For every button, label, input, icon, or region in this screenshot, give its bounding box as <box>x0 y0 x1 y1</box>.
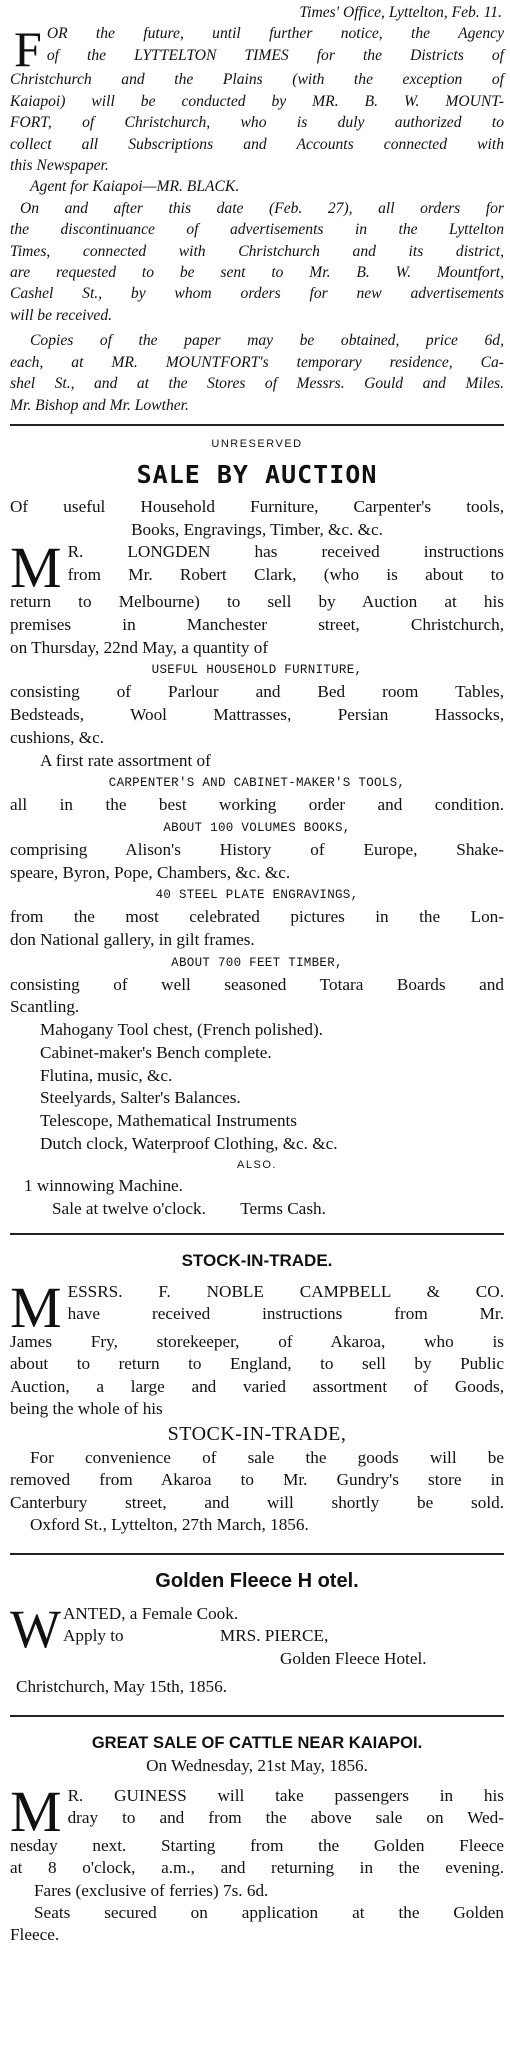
auction-intro-line: premises in Manchester street, Christchurch, <box>10 615 504 635</box>
heading-timber: ABOUT 700 FEET TIMBER, <box>171 955 343 970</box>
notice-para2-line: On and after this date (Feb. 27), all orders for <box>20 199 504 217</box>
engravings-line: from the most celebrated pictures in the Lon- <box>10 907 504 927</box>
fleece-body <box>10 1598 504 1699</box>
auction-pre-title: UNRESERVED <box>211 437 303 450</box>
auction-dropcap: M <box>10 535 62 601</box>
notice-line: of the LYTTELTON TIMES for the Districts of <box>46 46 504 64</box>
books-line: comprising Alison's History of Europe, Shake- <box>10 839 504 859</box>
cattle-line: nesday next. Starting from the Golden Fleece <box>10 1836 504 1856</box>
fleece-name: MRS. PIERCE, <box>219 1626 329 1646</box>
auction-item: Cabinet-maker's Bench complete. <box>40 1042 272 1062</box>
notice-para2-line: are requested to be sent to Mr. B. W. Mountfort, <box>10 264 504 282</box>
stock-in-trade-ad <box>10 1235 504 1553</box>
heading-engravings: 40 STEEL PLATE ENGRAVINGS, <box>155 888 359 903</box>
auction-item: Flutina, music, &c. <box>40 1065 173 1085</box>
stock-para2-line: For convenience of sale the goods will be <box>30 1447 504 1467</box>
auction-item: Mahogany Tool chest, (French polished). <box>40 1020 323 1040</box>
auction-intro <box>10 535 504 659</box>
auction-intro-line: return to Melbourne) to sell by Auction at his <box>10 592 504 612</box>
cattle-body <box>10 1779 504 1880</box>
stock-para2-line: Canterbury street, and will shortly be sold. <box>10 1492 504 1512</box>
fleece-date: Christchurch, May 15th, 1856. <box>16 1677 228 1697</box>
stock-caps: STOCK-IN-TRADE, <box>167 1422 347 1445</box>
auction-intro-line: on Thursday, 22nd May, a quantity of <box>10 637 269 657</box>
machine-line: 1 winnowing Machine. <box>24 1176 183 1196</box>
cattle-line: R. GUINESS will take passengers in his <box>67 1786 504 1806</box>
auction-intro-line: from Mr. Robert Clark, (who is about to <box>67 565 504 585</box>
heading-furniture: USEFUL HOUSEHOLD FURNITURE, <box>151 663 363 678</box>
agency-notice <box>10 0 504 424</box>
stock-line: Auction, a large and varied assortment of Goods, <box>10 1376 504 1396</box>
cattle-fares: Fares (exclusive of ferries) 7s. 6d. <box>34 1880 269 1900</box>
stock-intro <box>10 1274 504 1421</box>
tools-line: all in the best working order and condition. <box>10 795 504 815</box>
cattle-date: On Wednesday, 21st May, 1856. <box>146 1755 368 1775</box>
auction-item: Telescope, Mathematical Instruments <box>40 1110 297 1130</box>
notice-para2-line: the discontinuance of advertisements in the Lyttelton <box>10 221 504 239</box>
auction-item: Steelyards, Salter's Balances. <box>40 1088 241 1108</box>
auction-sub2: Books, Engravings, Timber, &c. &c. <box>131 519 383 539</box>
notice-body <box>10 23 504 176</box>
fleece-apply-line <box>10 1625 504 1648</box>
notice-line: OR the future, until further notice, the Agency <box>46 25 504 43</box>
furniture-line: consisting of Parlour and Bed room Tables, <box>10 682 504 702</box>
notice-para2-line: Times, connected with Christchurch and its district, <box>10 242 504 260</box>
books-line: speare, Byron, Pope, Chambers, &c. &c. <box>10 862 291 882</box>
stock-sign: Oxford St., Lyttelton, 27th March, 1856. <box>30 1515 309 1535</box>
auction-sub1: Of useful Household Furniture, Carpenter's tools, <box>10 496 504 516</box>
sale-terms-line <box>10 1198 504 1221</box>
cattle-seats-line: Seats secured on application at the Golden <box>34 1902 504 1922</box>
stock-title: STOCK-IN-TRADE. <box>181 1250 333 1270</box>
notice-line: FORT, of Christchurch, who is duly authorized to <box>10 114 504 132</box>
auction-intro-line: R. LONGDEN has received instructions <box>67 542 504 562</box>
fleece-apply: Apply to <box>62 1626 124 1646</box>
cattle-dropcap: M <box>10 1779 62 1845</box>
fleece-wanted: ANTED, a Female Cook. <box>62 1603 239 1623</box>
notice-line: this Newspaper. <box>10 157 109 175</box>
golden-fleece-ad <box>10 1555 504 1715</box>
engravings-line: don National gallery, in gilt frames. <box>10 930 255 950</box>
fleece-title: Golden Fleece H otel. <box>155 1569 359 1592</box>
notice-para3-line: shel St., and at the Stores of Messrs. Gould and Miles. <box>10 375 504 393</box>
cattle-line: dray to and from the above sale on Wed- <box>67 1808 504 1828</box>
stock-line: have received instructions from Mr. <box>67 1304 504 1324</box>
stock-line: being the whole of his <box>10 1399 163 1419</box>
stock-dropcap: M <box>10 1274 62 1340</box>
fleece-dropcap: W <box>10 1598 61 1659</box>
heading-tools: CARPENTER'S AND CABINET-MAKER'S TOOLS, <box>108 776 406 791</box>
notice-line: Kaiapoi) will be conducted by MR. B. W. MOUNT- <box>10 92 504 110</box>
heading-books: ABOUT 100 VOLUMES BOOKS, <box>163 820 351 835</box>
sale-time: Sale at twelve o'clock. <box>52 1199 206 1219</box>
auction-item: Dutch clock, Waterproof Clothing, &c. &c. <box>40 1133 338 1153</box>
notice-line: collect all Subscriptions and Accounts connected with <box>10 135 504 153</box>
sale-terms: Terms Cash. <box>240 1199 326 1219</box>
notice-line: Christchurch and the Plains (with the exception of <box>10 71 504 89</box>
notice-dropcap: F <box>14 21 42 78</box>
notice-para2-line: Cashel St., by whom orders for new advertisements <box>10 285 504 303</box>
also-label: ALSO. <box>237 1159 277 1172</box>
furniture-line: cushions, &c. <box>10 727 105 747</box>
stock-line: ESSRS. F. NOBLE CAMPBELL & CO. <box>67 1281 504 1301</box>
notice-dateline: Times' Office, Lyttelton, Feb. 11. <box>299 4 502 21</box>
stock-line: James Fry, storekeeper, of Akaroa, who is <box>10 1331 504 1351</box>
stock-line: about to return to England, to sell by Public <box>10 1354 504 1374</box>
timber-line: consisting of well seasoned Totara Boards and <box>10 974 504 994</box>
auction-ad <box>10 426 504 1233</box>
notice-para2-line: will be received. <box>10 306 113 324</box>
cattle-seats-line: Fleece. <box>10 1925 60 1945</box>
notice-para3-line: each, at MR. MOUNTFORT's temporary residence, Ca- <box>10 353 504 371</box>
cattle-line: at 8 o'clock, a.m., and returning in the evening. <box>10 1858 504 1878</box>
notice-agent: Agent for Kaiapoi—MR. BLACK. <box>30 178 240 196</box>
cattle-sale-ad <box>10 1717 504 1947</box>
notice-para3-line: Copies of the paper may be obtained, price 6d, <box>30 332 504 350</box>
notice-para3-line: Mr. Bishop and Mr. Lowther. <box>10 396 189 414</box>
timber-line: Scantling. <box>10 997 80 1017</box>
cattle-title: GREAT SALE OF CATTLE NEAR KAIAPOI. <box>91 1733 423 1752</box>
fleece-hotel: Golden Fleece Hotel. <box>280 1648 427 1668</box>
furniture-line: Bedsteads, Wool Mattrasses, Persian Hassocks, <box>10 705 504 725</box>
stock-para2-line: removed from Akaroa to Mr. Gundry's store in <box>10 1470 504 1490</box>
auction-title: SALE BY AUCTION <box>136 459 378 489</box>
assortment-line: A first rate assortment of <box>40 750 211 770</box>
